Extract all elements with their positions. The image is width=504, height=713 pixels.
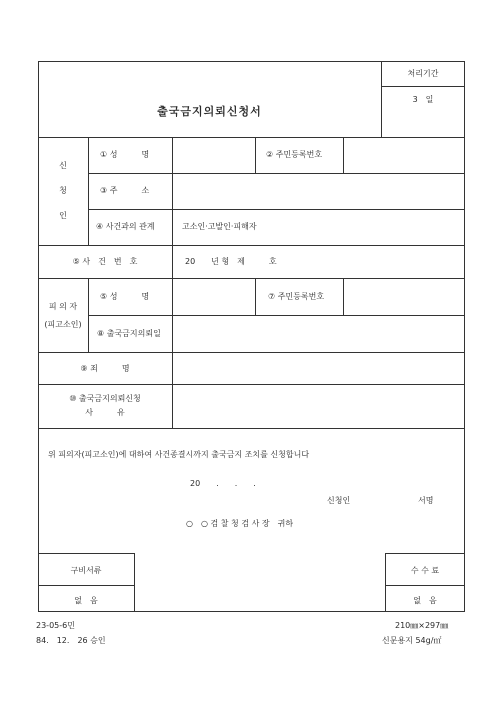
fee-label: 수 수 료: [410, 566, 440, 575]
case-divider: [172, 245, 173, 278]
applicant-section-label-1: 신: [59, 161, 67, 170]
suspect-section-label: 피 의 자: [48, 302, 78, 311]
applicant-row2-line: [88, 209, 465, 210]
suspect-section-sublabel: (피고소인): [44, 320, 82, 329]
applicant-signature-label: 신청인: [327, 496, 351, 505]
applicant-address-label: ③ 주 소: [100, 186, 150, 195]
applicant-name-field[interactable]: [173, 138, 254, 172]
applicant-section-label-2: 청: [59, 186, 67, 195]
paper-type: 신문용지 54g/㎡: [382, 636, 442, 645]
form-title: 출국금지의뢰신청서: [157, 105, 262, 118]
footer-fee-mid-line: [385, 585, 465, 586]
processing-period-label: 처리기간: [407, 69, 439, 78]
suspect-ban-date-field[interactable]: [173, 316, 464, 351]
suspect-rrn-label: ⑦ 주민등록번호: [268, 292, 325, 301]
applicant-bottom-line: [38, 245, 465, 246]
applicant-rrn-label: ② 주민등록번호: [266, 150, 323, 159]
applicant-relation-value[interactable]: 고소인·고발인·피해자: [182, 222, 257, 231]
offense-label: ⑨ 죄 명: [80, 364, 130, 373]
applicant-rrn-field[interactable]: [344, 138, 464, 172]
fee-value: 없 음: [413, 596, 437, 605]
reason-bottom-line: [38, 428, 465, 429]
required-docs-value: 없 음: [74, 596, 98, 605]
suspect-rrn-divider-left: [255, 278, 256, 315]
footer-top-line-left: [38, 553, 135, 554]
suspect-name-label: ⑤ 성 명: [100, 292, 150, 301]
form-code: 23-05-6민: [36, 621, 75, 630]
case-number-label: ⑤ 사 건 번 호: [72, 257, 138, 266]
signature-label[interactable]: 서명: [418, 496, 434, 505]
processing-period-value: 3 일: [412, 95, 434, 104]
case-number-value[interactable]: 20 년 형 제 호: [185, 257, 277, 266]
application-date[interactable]: 20 . . .: [190, 479, 256, 488]
offense-field[interactable]: [173, 353, 464, 383]
suspect-name-field[interactable]: [173, 279, 254, 314]
applicant-name-label: ① 성 명: [100, 150, 150, 159]
applicant-section-divider: [88, 137, 89, 245]
applicant-rrn-divider-left: [255, 137, 256, 173]
header-period-mid-line: [381, 86, 465, 87]
reason-label: ⑩ 출국금지의뢰신청: [69, 394, 141, 403]
reason-sublabel: 사 유: [85, 408, 125, 417]
addressee: ○ ○ 검 찰 청 검 사 장 귀하: [186, 519, 294, 528]
approval-date: 84. 12. 26 승인: [36, 636, 106, 645]
required-docs-label: 구비서류: [70, 566, 102, 575]
applicant-section-label-3: 인: [59, 211, 67, 220]
footer-top-line-right: [385, 553, 465, 554]
footer-docs-divider: [134, 553, 135, 612]
applicant-address-field[interactable]: [173, 174, 464, 208]
application-statement: 위 피의자(피고소인)에 대하여 사건종결시까지 출국금지 조치를 신청합니다: [48, 450, 310, 459]
paper-size: 210㎜×297㎜: [395, 621, 449, 630]
reason-field[interactable]: [173, 385, 464, 427]
applicant-relation-label: ④ 사건과의 관계: [96, 222, 155, 231]
footer-docs-mid-line: [38, 585, 135, 586]
suspect-rrn-field[interactable]: [344, 279, 464, 314]
suspect-ban-date-label: ⑧ 출국금지의뢰일: [97, 329, 161, 338]
